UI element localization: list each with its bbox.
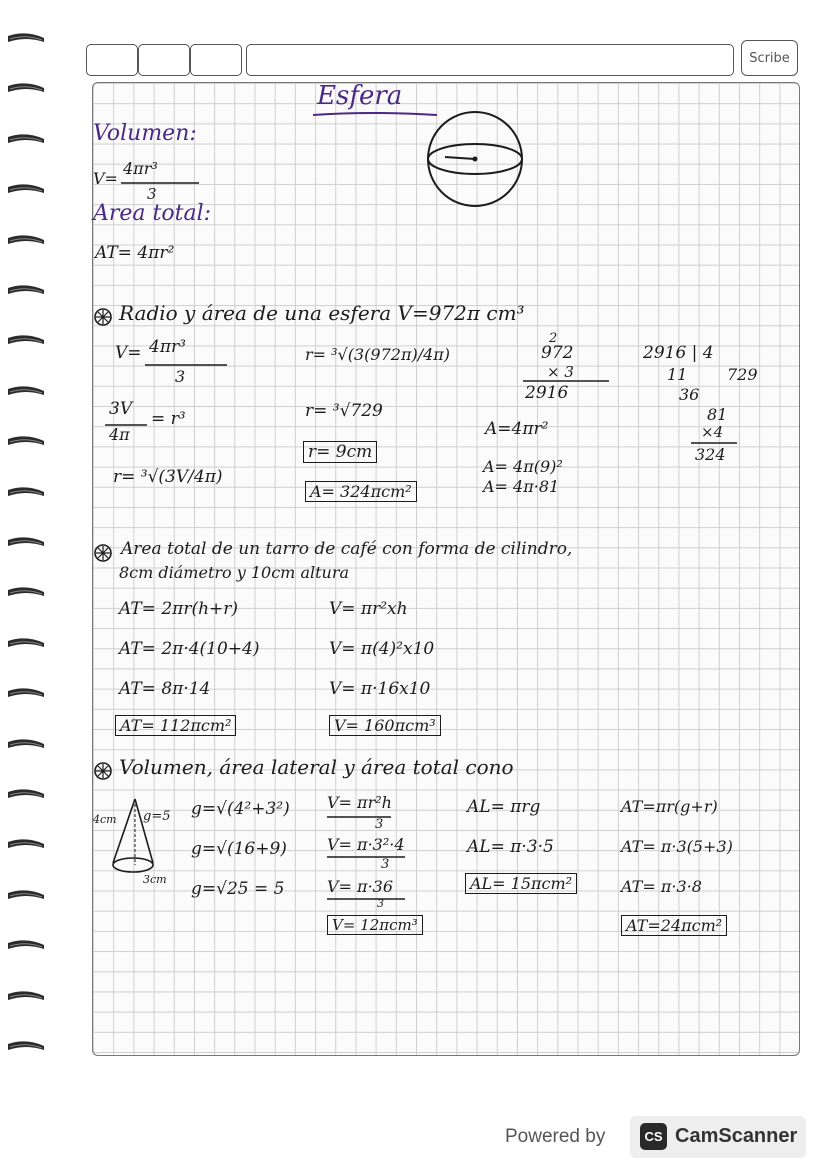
p1-r-step1: r= ³√(3(972π)/4π) (305, 345, 451, 364)
powered-by-text: Powered by (505, 1126, 606, 1147)
div-line3: 36 (679, 385, 700, 404)
p3-v1-num: V= πr²h (327, 793, 392, 812)
spiral-ring (4, 131, 48, 151)
problem2-heading-line2: 8cm diámetro y 10cm altura (119, 563, 350, 582)
mult-carry: 2 (549, 331, 558, 346)
spiral-ring (4, 836, 48, 856)
spiral-ring (4, 736, 48, 756)
v-denominator: 3 (147, 185, 157, 203)
p2-at3: AT= 8π·14 (119, 679, 211, 699)
bullet-flower-icon (93, 307, 113, 327)
camscanner-badge (630, 1116, 806, 1158)
p3-at1: AT=πr(g+r) (621, 797, 718, 816)
p2-v3: V= π·16x10 (329, 679, 431, 699)
problem1-heading: Radio y área de una esfera V=972π cm³ (119, 301, 525, 325)
problem3-heading: Volumen, área lateral y área total cono (119, 755, 514, 779)
problem2-heading-line1: Area total de un tarro de café con forma de cilindro, (121, 539, 573, 559)
bullet-flower-icon (93, 543, 113, 563)
p3-at3: AT= π·3·8 (621, 877, 702, 896)
area-formula: A=4πr² (485, 419, 549, 439)
m2-result: 324 (695, 445, 726, 464)
p3-al-result: AL= 15πcm² (465, 873, 577, 894)
spiral-ring (4, 232, 48, 252)
area-total-label: Area total: (93, 201, 212, 226)
p1-step2-num: 3V (109, 399, 133, 419)
p3-al2: AL= π·3·5 (467, 837, 554, 857)
spiral-ring (4, 282, 48, 302)
spiral-ring (4, 635, 48, 655)
spiral-ring (4, 786, 48, 806)
spiral-ring (4, 685, 48, 705)
header-box (190, 44, 242, 76)
fraction-bar (327, 897, 407, 901)
p3-at-result: AT=24πcm² (621, 915, 727, 936)
p3-v3-den: 3 (377, 897, 384, 910)
spiral-ring (4, 937, 48, 957)
spiral-ring (4, 383, 48, 403)
sphere-drawing (423, 107, 527, 211)
spiral-ring (4, 988, 48, 1008)
p2-v-result: V= 160πcm³ (329, 715, 441, 736)
at-formula: AT= 4πr² (95, 243, 175, 263)
p1-step1-left: V= (115, 343, 142, 363)
p3-v-result: V= 12πcm³ (327, 915, 423, 935)
spiral-ring (4, 484, 48, 504)
camscanner-logo-icon: CS (640, 1123, 667, 1150)
p2-at-result: AT= 112πcm² (115, 715, 236, 736)
p3-v2-num: V= π·3²·4 (327, 835, 405, 854)
spiral-ring (4, 30, 48, 50)
p3-at2: AT= π·3(5+3) (621, 837, 733, 856)
p1-step2-den: 4π (109, 425, 130, 444)
m2-top: 81 (707, 405, 728, 424)
p1-a-result: A= 324πcm² (305, 481, 417, 502)
v-left: V= (93, 169, 118, 188)
spiral-ring (4, 887, 48, 907)
spiral-ring (4, 1038, 48, 1058)
p2-at1: AT= 2πr(h+r) (119, 599, 239, 619)
header-bar (86, 44, 736, 76)
p1-step2-right: = r³ (151, 409, 186, 429)
v-numerator: 4πr³ (123, 159, 158, 178)
spiral-ring (4, 584, 48, 604)
header-box (138, 44, 190, 76)
area-step1: A= 4π(9)² (483, 457, 563, 476)
footer (0, 1116, 828, 1160)
grid-paper (92, 82, 800, 1056)
p3-al1: AL= πrg (467, 797, 541, 817)
fraction-bar (121, 181, 201, 185)
p2-v2: V= π(4)²x10 (329, 639, 435, 659)
spiral-ring (4, 332, 48, 352)
p3-g2: g=√(16+9) (191, 839, 287, 859)
header-box (246, 44, 734, 76)
spiral-ring (4, 534, 48, 554)
spiral-ring (4, 181, 48, 201)
mult-top: 972 (541, 343, 574, 363)
p3-v2-den: 3 (381, 857, 390, 872)
cone-g-label: g=5 (143, 809, 171, 824)
fraction-bar (327, 855, 407, 859)
area-step2: A= 4π·81 (483, 477, 560, 496)
camscanner-brand: CamScanner (675, 1125, 798, 1147)
volumen-label: Volumen: (93, 121, 197, 146)
p1-r-step2: r= ³√729 (305, 401, 383, 421)
page-title: Esfera (317, 81, 403, 111)
spiral-binding (4, 30, 50, 1070)
bullet-flower-icon (93, 761, 113, 781)
spiral-ring (4, 80, 48, 100)
p3-g1: g=√(4²+3²) (191, 799, 290, 819)
p3-g3: g=√25 = 5 (191, 879, 285, 899)
p2-v1: V= πr²xh (329, 599, 408, 619)
p1-step1-den: 3 (175, 367, 186, 386)
mult-result: 2916 (525, 383, 569, 403)
p1-step1-num: 4πr³ (149, 337, 186, 357)
p2-at2: AT= 2π·4(10+4) (119, 639, 260, 659)
p3-v3-num: V= π·36 (327, 877, 394, 896)
p3-v1-den: 3 (375, 817, 384, 832)
title-underline (311, 111, 441, 119)
cone-drawing (107, 795, 159, 881)
div-line1: 2916 | 4 (643, 343, 714, 363)
p1-r-result: r= 9cm (303, 441, 377, 463)
m2-by: ×4 (701, 423, 724, 441)
scribe-logo: Scribe (741, 40, 798, 76)
mult-by: × 3 (547, 363, 574, 381)
p1-step3: r= ³√(3V/4π) (113, 467, 223, 487)
div-quotient: 729 (727, 365, 758, 384)
spiral-ring (4, 433, 48, 453)
cone-radius-label: 3cm (143, 873, 167, 886)
div-line2: 11 (667, 365, 688, 384)
fraction-bar (145, 363, 229, 367)
header-box (86, 44, 138, 76)
cone-height-label: 4cm (93, 813, 117, 826)
